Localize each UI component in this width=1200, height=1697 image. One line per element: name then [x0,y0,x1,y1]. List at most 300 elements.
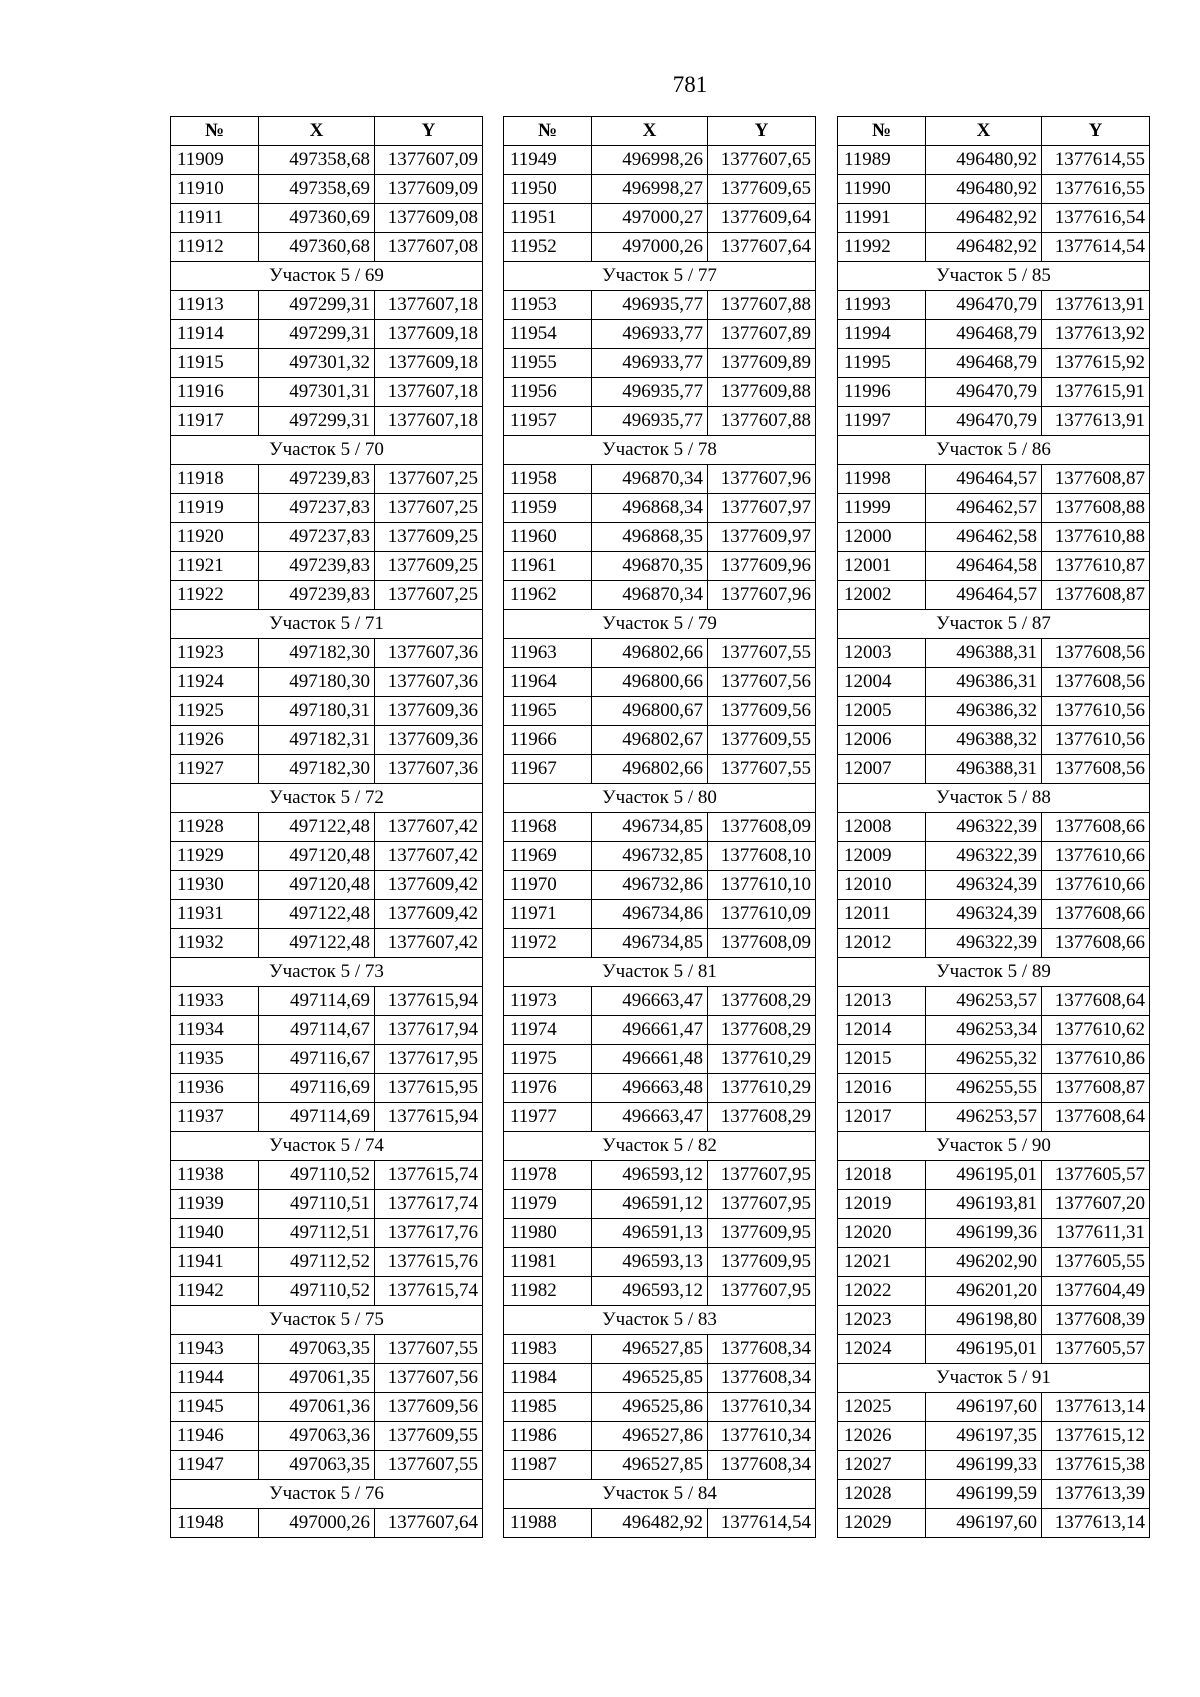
point-number: 11944 [171,1364,259,1393]
plot-label: Участок 5 / 86 [838,436,1150,465]
x-coordinate: 496732,85 [592,842,708,871]
y-coordinate: 1377610,66 [1042,871,1150,900]
table-row [504,378,816,407]
y-coordinate: 1377610,29 [708,1045,816,1074]
x-coordinate: 497114,69 [259,1103,375,1132]
y-coordinate: 1377615,91 [1042,378,1150,407]
x-coordinate: 496253,34 [926,1016,1042,1045]
point-number: 11915 [171,349,259,378]
y-coordinate: 1377613,92 [1042,320,1150,349]
x-coordinate: 497299,31 [259,407,375,436]
plot-header-row [838,436,1150,465]
coordinates-table-3 [837,116,1150,1538]
y-coordinate: 1377610,29 [708,1074,816,1103]
x-coordinate: 496482,92 [592,1509,708,1538]
point-number: 11912 [171,233,259,262]
table-row [171,494,483,523]
plot-label: Участок 5 / 82 [504,1132,816,1161]
y-coordinate: 1377609,08 [375,204,483,233]
table-row [171,1016,483,1045]
point-number: 11960 [504,523,592,552]
y-coordinate: 1377615,94 [375,1103,483,1132]
plot-label: Участок 5 / 75 [171,1306,483,1335]
y-coordinate: 1377613,91 [1042,407,1150,436]
point-number: 11931 [171,900,259,929]
table-row [838,1045,1150,1074]
x-coordinate: 496468,79 [926,349,1042,378]
point-number: 11975 [504,1045,592,1074]
plot-label: Участок 5 / 77 [504,262,816,291]
y-coordinate: 1377610,88 [1042,523,1150,552]
y-coordinate: 1377609,65 [708,175,816,204]
table-row [171,668,483,697]
point-number: 11942 [171,1277,259,1306]
y-coordinate: 1377605,57 [1042,1161,1150,1190]
point-number: 11967 [504,755,592,784]
table-row [504,726,816,755]
table-row [504,813,816,842]
table-row [171,233,483,262]
y-coordinate: 1377607,20 [1042,1190,1150,1219]
y-coordinate: 1377608,87 [1042,465,1150,494]
x-coordinate: 497112,51 [259,1219,375,1248]
y-coordinate: 1377608,56 [1042,755,1150,784]
x-coordinate: 496802,67 [592,726,708,755]
x-coordinate: 496199,36 [926,1219,1042,1248]
table-row [171,378,483,407]
plot-label: Участок 5 / 81 [504,958,816,987]
table-row [504,1509,816,1538]
x-coordinate: 497114,67 [259,1016,375,1045]
plot-header-row [504,1132,816,1161]
x-coordinate: 496468,79 [926,320,1042,349]
x-coordinate: 496462,57 [926,494,1042,523]
x-coordinate: 497239,83 [259,552,375,581]
y-coordinate: 1377607,55 [708,755,816,784]
point-number: 11972 [504,929,592,958]
point-number: 11991 [838,204,926,233]
y-coordinate: 1377609,42 [375,871,483,900]
y-coordinate: 1377607,95 [708,1161,816,1190]
x-coordinate: 496868,35 [592,523,708,552]
x-coordinate: 496470,79 [926,378,1042,407]
point-number: 11928 [171,813,259,842]
plot-label: Участок 5 / 85 [838,262,1150,291]
point-number: 12009 [838,842,926,871]
table-row [838,1480,1150,1509]
header-x: X [259,117,375,146]
x-coordinate: 496870,34 [592,465,708,494]
table-row [838,291,1150,320]
y-coordinate: 1377615,95 [375,1074,483,1103]
x-coordinate: 496661,48 [592,1045,708,1074]
table-row [838,871,1150,900]
y-coordinate: 1377616,54 [1042,204,1150,233]
table-row [171,987,483,1016]
point-number: 11968 [504,813,592,842]
table-row [838,726,1150,755]
y-coordinate: 1377608,66 [1042,900,1150,929]
x-coordinate: 496663,47 [592,1103,708,1132]
point-number: 11964 [504,668,592,697]
y-coordinate: 1377614,54 [708,1509,816,1538]
y-coordinate: 1377610,62 [1042,1016,1150,1045]
point-number: 11954 [504,320,592,349]
point-number: 11914 [171,320,259,349]
y-coordinate: 1377608,39 [1042,1306,1150,1335]
plot-header-row [504,784,816,813]
x-coordinate: 496322,39 [926,929,1042,958]
point-number: 11938 [171,1161,259,1190]
table-row [838,407,1150,436]
x-coordinate: 497122,48 [259,813,375,842]
table-row [838,1219,1150,1248]
plot-header-row [171,436,483,465]
y-coordinate: 1377611,31 [1042,1219,1150,1248]
x-coordinate: 496199,33 [926,1451,1042,1480]
table-row [171,755,483,784]
point-number: 11976 [504,1074,592,1103]
y-coordinate: 1377608,09 [708,929,816,958]
y-coordinate: 1377610,10 [708,871,816,900]
table-row [838,668,1150,697]
table-row [838,929,1150,958]
y-coordinate: 1377609,18 [375,349,483,378]
table-row [838,320,1150,349]
table-row [504,1161,816,1190]
x-coordinate: 496480,92 [926,175,1042,204]
y-coordinate: 1377607,97 [708,494,816,523]
x-coordinate: 496734,85 [592,813,708,842]
y-coordinate: 1377609,18 [375,320,483,349]
point-number: 11997 [838,407,926,436]
table-row [838,1074,1150,1103]
table-row [838,1393,1150,1422]
point-number: 11989 [838,146,926,175]
y-coordinate: 1377607,95 [708,1190,816,1219]
y-coordinate: 1377608,56 [1042,668,1150,697]
x-coordinate: 497112,52 [259,1248,375,1277]
y-coordinate: 1377608,29 [708,1103,816,1132]
x-coordinate: 496322,39 [926,842,1042,871]
y-coordinate: 1377608,88 [1042,494,1150,523]
point-number: 11920 [171,523,259,552]
x-coordinate: 496386,32 [926,697,1042,726]
table-row [171,204,483,233]
table-row [504,842,816,871]
x-coordinate: 496527,85 [592,1451,708,1480]
table-row [838,523,1150,552]
y-coordinate: 1377607,25 [375,581,483,610]
y-coordinate: 1377613,91 [1042,291,1150,320]
y-coordinate: 1377609,36 [375,726,483,755]
table-row [504,146,816,175]
y-coordinate: 1377609,42 [375,900,483,929]
plot-header-row [171,262,483,291]
point-number: 12002 [838,581,926,610]
point-number: 11927 [171,755,259,784]
point-number: 11958 [504,465,592,494]
x-coordinate: 496470,79 [926,291,1042,320]
page-number: 781 [672,72,708,97]
table-row [171,639,483,668]
point-number: 11988 [504,1509,592,1538]
point-number: 12015 [838,1045,926,1074]
y-coordinate: 1377610,09 [708,900,816,929]
y-coordinate: 1377607,36 [375,668,483,697]
table-row [838,1306,1150,1335]
y-coordinate: 1377608,66 [1042,929,1150,958]
point-number: 11985 [504,1393,592,1422]
table-row [504,175,816,204]
x-coordinate: 497114,69 [259,987,375,1016]
x-coordinate: 496253,57 [926,987,1042,1016]
x-coordinate: 497299,31 [259,291,375,320]
x-coordinate: 496933,77 [592,320,708,349]
y-coordinate: 1377609,55 [708,726,816,755]
point-number: 12008 [838,813,926,842]
point-number: 11939 [171,1190,259,1219]
table-row [838,1422,1150,1451]
table-row [171,1074,483,1103]
y-coordinate: 1377608,66 [1042,813,1150,842]
y-coordinate: 1377608,10 [708,842,816,871]
x-coordinate: 496470,79 [926,407,1042,436]
table-row [171,900,483,929]
table-row [838,1509,1150,1538]
y-coordinate: 1377615,38 [1042,1451,1150,1480]
point-number: 11969 [504,842,592,871]
plot-label: Участок 5 / 70 [171,436,483,465]
table-row [838,146,1150,175]
x-coordinate: 496195,01 [926,1335,1042,1364]
point-number: 11952 [504,233,592,262]
x-coordinate: 496663,47 [592,987,708,1016]
x-coordinate: 496324,39 [926,900,1042,929]
plot-header-row [171,1132,483,1161]
point-number: 11935 [171,1045,259,1074]
point-number: 11990 [838,175,926,204]
x-coordinate: 496935,77 [592,291,708,320]
point-number: 11980 [504,1219,592,1248]
x-coordinate: 497237,83 [259,523,375,552]
y-coordinate: 1377617,76 [375,1219,483,1248]
y-coordinate: 1377608,87 [1042,1074,1150,1103]
y-coordinate: 1377615,76 [375,1248,483,1277]
y-coordinate: 1377605,57 [1042,1335,1150,1364]
plot-label: Участок 5 / 84 [504,1480,816,1509]
y-coordinate: 1377607,56 [708,668,816,697]
x-coordinate: 496482,92 [926,233,1042,262]
point-number: 11933 [171,987,259,1016]
table-row [838,755,1150,784]
x-coordinate: 497061,36 [259,1393,375,1422]
table-row [171,146,483,175]
table-row [171,291,483,320]
y-coordinate: 1377607,89 [708,320,816,349]
plot-header-row [838,1132,1150,1161]
y-coordinate: 1377607,18 [375,407,483,436]
y-coordinate: 1377609,55 [375,1422,483,1451]
y-coordinate: 1377607,25 [375,465,483,494]
x-coordinate: 496591,12 [592,1190,708,1219]
x-coordinate: 496800,66 [592,668,708,697]
y-coordinate: 1377610,34 [708,1422,816,1451]
table-row [838,465,1150,494]
x-coordinate: 497116,67 [259,1045,375,1074]
point-number: 11993 [838,291,926,320]
table-row [838,378,1150,407]
table-row [504,1422,816,1451]
header-x: X [592,117,708,146]
y-coordinate: 1377613,39 [1042,1480,1150,1509]
table-row [838,494,1150,523]
point-number: 12006 [838,726,926,755]
y-coordinate: 1377609,97 [708,523,816,552]
x-coordinate: 496386,31 [926,668,1042,697]
point-number: 11925 [171,697,259,726]
point-number: 12011 [838,900,926,929]
point-number: 11945 [171,1393,259,1422]
y-coordinate: 1377607,36 [375,639,483,668]
point-number: 12018 [838,1161,926,1190]
table-row [171,813,483,842]
point-number: 11992 [838,233,926,262]
x-coordinate: 496388,31 [926,639,1042,668]
x-coordinate: 496197,60 [926,1509,1042,1538]
plot-label: Участок 5 / 91 [838,1364,1150,1393]
x-coordinate: 496802,66 [592,755,708,784]
table-row [171,175,483,204]
point-number: 12019 [838,1190,926,1219]
point-number: 12005 [838,697,926,726]
table-row [171,1161,483,1190]
header-y: Y [375,117,483,146]
table-row [171,1190,483,1219]
point-number: 11956 [504,378,592,407]
point-number: 11922 [171,581,259,610]
point-number: 11916 [171,378,259,407]
table-row [171,1451,483,1480]
y-coordinate: 1377608,64 [1042,1103,1150,1132]
x-coordinate: 497110,52 [259,1277,375,1306]
table-row [171,1393,483,1422]
plot-header-row [838,784,1150,813]
x-coordinate: 497239,83 [259,581,375,610]
x-coordinate: 497063,35 [259,1335,375,1364]
table-row [504,639,816,668]
point-number: 11998 [838,465,926,494]
table-row [838,233,1150,262]
x-coordinate: 496800,67 [592,697,708,726]
x-coordinate: 497182,30 [259,755,375,784]
x-coordinate: 496525,85 [592,1364,708,1393]
header-row [838,117,1150,146]
plot-label: Участок 5 / 88 [838,784,1150,813]
plot-header-row [504,610,816,639]
point-number: 11994 [838,320,926,349]
table-row [838,204,1150,233]
table-row [504,1248,816,1277]
y-coordinate: 1377615,74 [375,1277,483,1306]
point-number: 11919 [171,494,259,523]
x-coordinate: 496464,57 [926,465,1042,494]
point-number: 11986 [504,1422,592,1451]
y-coordinate: 1377607,55 [375,1451,483,1480]
y-coordinate: 1377607,65 [708,146,816,175]
y-coordinate: 1377613,14 [1042,1509,1150,1538]
x-coordinate: 496462,58 [926,523,1042,552]
x-coordinate: 496195,01 [926,1161,1042,1190]
x-coordinate: 496591,13 [592,1219,708,1248]
y-coordinate: 1377607,64 [708,233,816,262]
table-row [504,900,816,929]
x-coordinate: 497182,30 [259,639,375,668]
table-row [171,1364,483,1393]
x-coordinate: 497120,48 [259,842,375,871]
table-row [504,233,816,262]
y-coordinate: 1377610,87 [1042,552,1150,581]
x-coordinate: 496253,57 [926,1103,1042,1132]
x-coordinate: 496480,92 [926,146,1042,175]
table-row [838,1335,1150,1364]
y-coordinate: 1377608,09 [708,813,816,842]
table-row [171,697,483,726]
table-row [504,697,816,726]
y-coordinate: 1377609,95 [708,1219,816,1248]
table-row [504,1219,816,1248]
table-row [504,204,816,233]
x-coordinate: 496322,39 [926,813,1042,842]
x-coordinate: 496661,47 [592,1016,708,1045]
table-row [504,871,816,900]
point-number: 11970 [504,871,592,900]
point-number: 12017 [838,1103,926,1132]
point-number: 11950 [504,175,592,204]
point-number: 11913 [171,291,259,320]
y-coordinate: 1377607,09 [375,146,483,175]
table-row [838,842,1150,871]
x-coordinate: 497000,27 [592,204,708,233]
header-y: Y [1042,117,1150,146]
point-number: 12027 [838,1451,926,1480]
plot-label: Участок 5 / 79 [504,610,816,639]
y-coordinate: 1377614,55 [1042,146,1150,175]
point-number: 11953 [504,291,592,320]
y-coordinate: 1377607,55 [708,639,816,668]
y-coordinate: 1377608,34 [708,1451,816,1480]
x-coordinate: 496593,12 [592,1277,708,1306]
y-coordinate: 1377615,74 [375,1161,483,1190]
plot-label: Участок 5 / 80 [504,784,816,813]
table-row [504,1364,816,1393]
table-row [504,523,816,552]
table-row [504,1074,816,1103]
y-coordinate: 1377617,95 [375,1045,483,1074]
x-coordinate: 497122,48 [259,900,375,929]
coordinates-table-2 [503,116,816,1538]
point-number: 11921 [171,552,259,581]
x-coordinate: 496388,32 [926,726,1042,755]
table-row [171,1248,483,1277]
point-number: 11995 [838,349,926,378]
point-number: 11974 [504,1016,592,1045]
point-number: 11911 [171,204,259,233]
x-coordinate: 496935,77 [592,407,708,436]
table-row [838,813,1150,842]
table-row [171,1045,483,1074]
y-coordinate: 1377617,94 [375,1016,483,1045]
